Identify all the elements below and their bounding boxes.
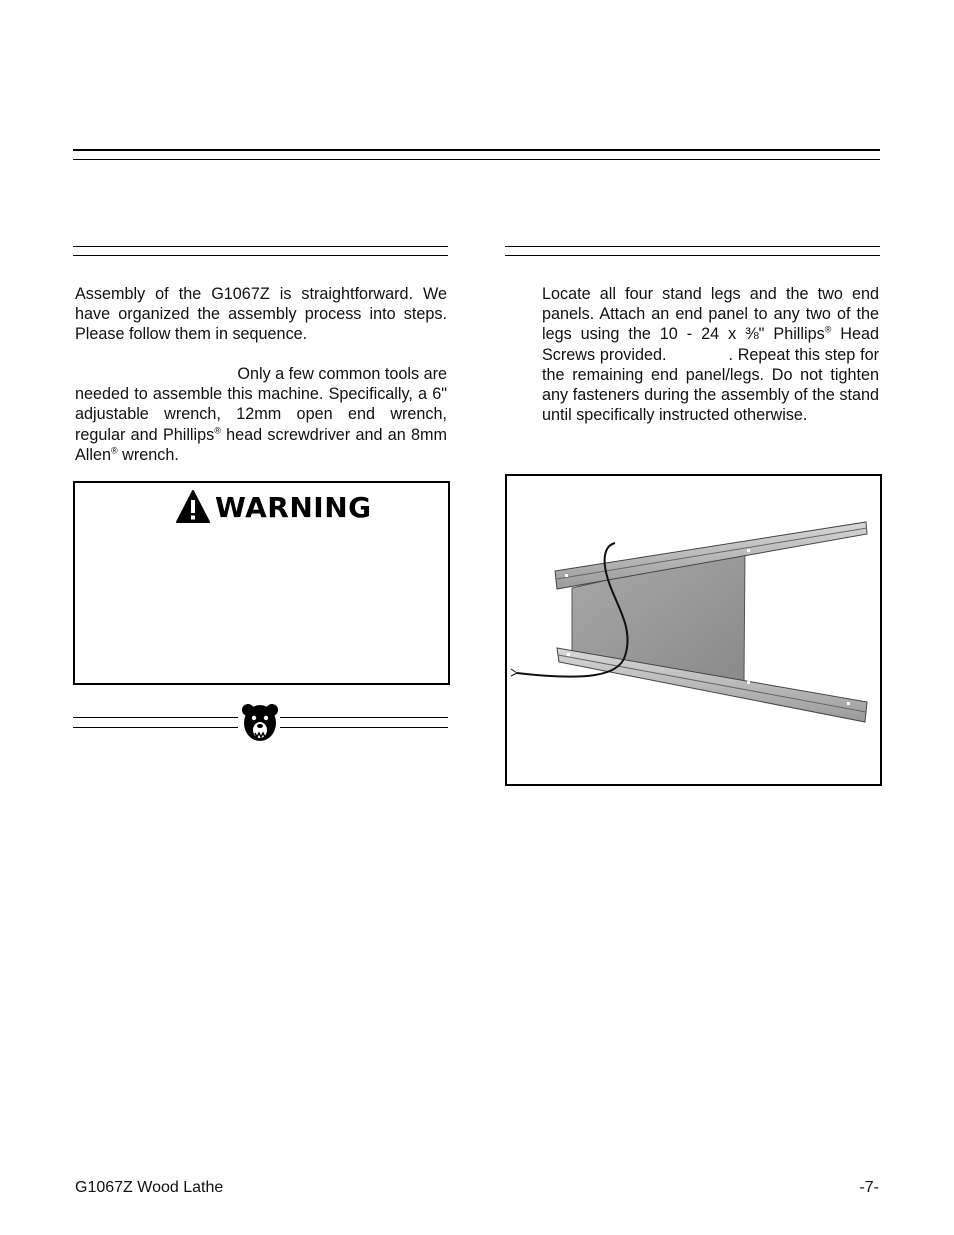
figure-box	[505, 474, 882, 786]
header-rule-thick	[73, 149, 880, 151]
right-section-rule-bottom	[505, 255, 880, 256]
header-rule-thin	[73, 159, 880, 160]
registered-mark: ®	[214, 425, 221, 436]
left-section-rule-top	[73, 246, 448, 247]
registered-mark: ®	[824, 325, 832, 336]
warning-box	[73, 481, 450, 685]
left-section-rule-bottom	[73, 255, 448, 256]
tools-text-b: head screwdriver and an 8mm Allen	[75, 425, 447, 464]
divider-rule-left-bottom	[73, 727, 238, 728]
divider-rule-left-top	[73, 717, 238, 718]
divider-rule-right-bottom	[280, 727, 448, 728]
step-text-a: Locate all four stand legs and the two end panels. Attach an end panel to any two of the legs using the 10 - 24 x ⅜" Phillips	[542, 285, 879, 344]
warning-label: WARNING	[215, 490, 372, 524]
footer-page-number: -7-	[859, 1179, 879, 1196]
stand-leg-and-end-panel-photo	[507, 476, 880, 784]
tools-paragraph-body	[75, 384, 447, 465]
tools-paragraph	[75, 364, 447, 465]
warning-header	[175, 489, 372, 525]
step-text-c: . Repeat this step for the remaining end panel/legs. Do not tighten any fasteners during the assembly of the stand until specifically instructed otherwise.	[542, 345, 879, 425]
tools-text-a: needed to assemble this machine. Specifically, a 6" adjustable wrench, 12mm open end wrench, regular and Phillips	[75, 385, 447, 444]
right-section-rule-top	[505, 246, 880, 247]
step-text-b: Head Screws provided.	[542, 325, 879, 364]
footer-model: G1067Z Wood Lathe	[75, 1179, 224, 1196]
step-paragraph	[542, 284, 879, 425]
tools-paragraph-first-line: Only a few common tools are	[237, 365, 447, 383]
intro-paragraph: Assembly of the G1067Z is straightforward. We have organized the assembly process into steps. Please follow them in sequence.	[75, 285, 447, 344]
bear-logo-icon	[241, 703, 279, 743]
tools-text-c: wrench.	[117, 445, 179, 464]
divider-rule-right-top	[280, 717, 448, 718]
warning-triangle-icon	[175, 489, 211, 525]
registered-mark: ®	[111, 445, 118, 456]
